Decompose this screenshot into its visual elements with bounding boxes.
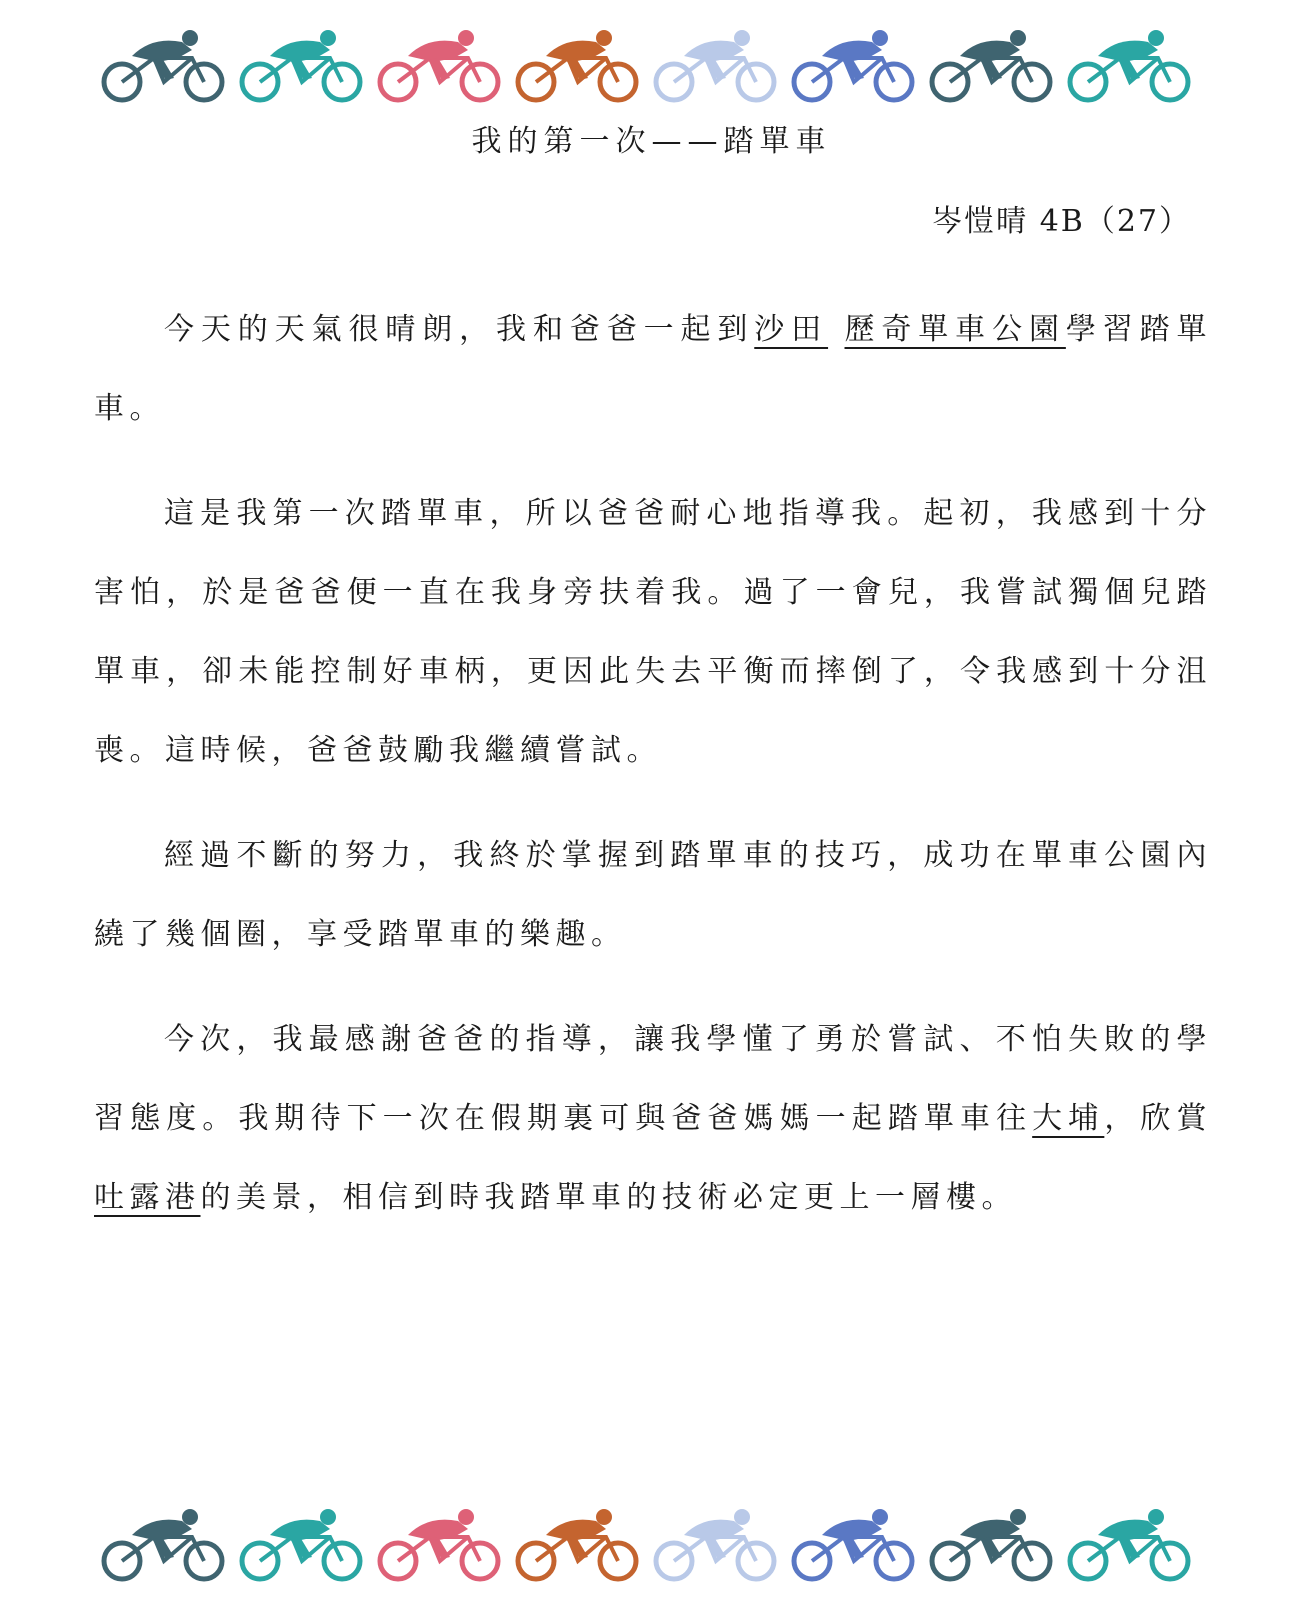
- cyclist-silhouettes-image: [92, 28, 1197, 104]
- essay-body: [94, 290, 1212, 1263]
- paragraph-text: 的美景，相信到時我踏單車的技術必定更上一層樓。: [200, 1180, 1017, 1215]
- proper-noun-underlined: 吐露港: [94, 1180, 201, 1215]
- paragraph-text: 學習踏單車。: [94, 312, 1213, 426]
- author-line: 岑愷晴 4B（27）: [932, 204, 1191, 239]
- paragraph-text: 今天的天氣很晴朗，我和爸爸一起到: [164, 312, 755, 347]
- essay-paragraph: [94, 1000, 1212, 1237]
- essay-paragraph: [94, 816, 1212, 974]
- cyclist-silhouettes-image: [92, 1507, 1197, 1583]
- paragraph-text: 這是我第一次踏單車，所以爸爸耐心地指導我。起初，我感到十分害怕，於是爸爸便一直在我身旁扶着我。過了一會兒，我嘗試獨個兒踏單車，卻未能控制好車柄，更因此失去平衡而摔倒了，令我感到十分沮喪。這時候，爸爸鼓勵我繼續嘗試。: [94, 496, 1212, 768]
- page-title: 我的第一次——踏單車: [471, 124, 832, 159]
- essay-paragraph: [94, 290, 1212, 448]
- paragraph-text: [828, 312, 844, 347]
- cyclist-banner-top: [92, 28, 1197, 104]
- paragraph-text: 經過不斷的努力，我終於掌握到踏單車的技巧，成功在單車公園內繞了幾個圈，享受踏單車的樂趣。: [94, 838, 1212, 952]
- paragraph-text: 今次，我最感謝爸爸的指導，讓我學懂了勇於嘗試、不怕失敗的學習態度。我期待下一次在假期裏可與爸爸媽媽一起踏單車往: [94, 1022, 1212, 1136]
- proper-noun-underlined: 歷奇單車公園: [844, 312, 1066, 347]
- proper-noun-underlined: 大埔: [1032, 1101, 1105, 1136]
- paragraph-text: ，欣賞: [1104, 1101, 1213, 1136]
- essay-paragraph: [94, 474, 1212, 790]
- cyclist-banner-bottom: [92, 1507, 1197, 1583]
- proper-noun-underlined: 沙田: [754, 312, 829, 347]
